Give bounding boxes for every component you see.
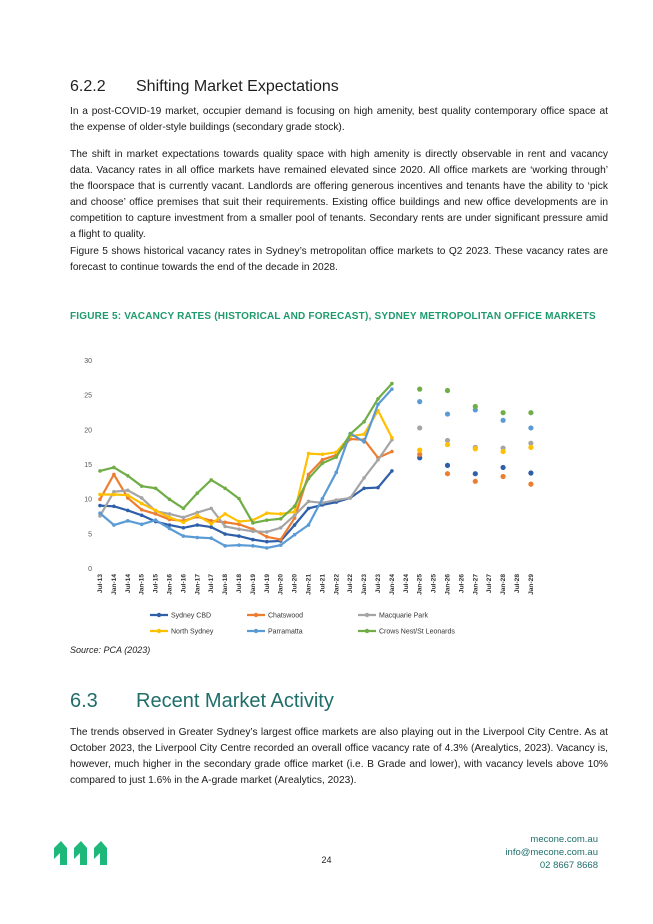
legend-marker [365, 613, 369, 617]
data-point [265, 511, 269, 515]
legend-marker [157, 629, 161, 633]
data-point [265, 518, 269, 522]
data-point [335, 455, 339, 459]
data-point [321, 458, 325, 462]
x-tick-label: Jul-17 [208, 574, 216, 594]
x-tick-label: Jan-19 [249, 574, 257, 595]
data-point [223, 486, 227, 490]
data-point [390, 436, 394, 440]
data-point [307, 500, 311, 504]
data-point [251, 521, 255, 525]
data-point [182, 526, 186, 530]
legend-label: Crows Nest/St Leonards [379, 628, 455, 636]
x-tick-label: Jan-23 [361, 574, 369, 595]
data-point [112, 466, 116, 470]
data-point [237, 543, 241, 547]
data-point [196, 536, 200, 540]
data-point [126, 493, 130, 497]
data-point [112, 523, 116, 527]
section-number: 6.2.2 [70, 78, 106, 95]
section-title: Shifting Market Expectations [136, 78, 339, 95]
section-number-2: 6.3 [70, 690, 98, 712]
x-tick-label: Jan-18 [222, 574, 230, 595]
data-point [376, 458, 380, 462]
series-line [100, 411, 392, 524]
legend-label: Parramatta [268, 628, 303, 636]
data-point [182, 516, 186, 520]
forecast-point [528, 470, 533, 475]
forecast-point [501, 449, 506, 454]
data-point [182, 507, 186, 511]
data-point [168, 527, 172, 531]
forecast-point [501, 418, 506, 423]
vacancy-chart [0, 340, 653, 645]
forecast-point [417, 448, 422, 453]
data-point [154, 518, 158, 522]
data-point [237, 520, 241, 524]
data-point [98, 498, 102, 502]
data-point [279, 517, 283, 521]
forecast-point [528, 445, 533, 450]
x-tick-label: Jul-19 [263, 574, 271, 594]
legend-label: Chatswood [268, 612, 304, 620]
data-point [237, 534, 241, 538]
x-tick-label: Jul-27 [486, 574, 494, 594]
data-point [140, 508, 144, 512]
forecast-point [445, 463, 450, 468]
data-point [362, 420, 366, 424]
data-point [348, 496, 352, 500]
data-point [265, 546, 269, 550]
forecast-point [473, 404, 478, 409]
data-point [362, 440, 366, 444]
data-point [376, 397, 380, 401]
x-tick-label: Jul-16 [180, 574, 188, 594]
data-point [321, 452, 325, 456]
forecast-point [528, 482, 533, 487]
data-point [223, 532, 227, 536]
data-point [223, 512, 227, 516]
data-point [209, 507, 213, 511]
x-tick-label: Jul-23 [375, 574, 382, 594]
legend-marker [254, 613, 258, 617]
forecast-point [528, 410, 533, 415]
data-point [307, 523, 311, 527]
x-tick-label: Jul-28 [514, 574, 521, 594]
data-point [376, 486, 380, 490]
data-point [293, 514, 297, 518]
data-point [196, 523, 200, 527]
data-point [154, 486, 158, 490]
data-point [348, 432, 352, 436]
y-tick-label: 15 [84, 462, 92, 469]
figure-source: Source: PCA (2023) [70, 645, 151, 655]
forecast-point [417, 399, 422, 404]
x-tick-label: Jan-16 [166, 574, 174, 595]
forecast-point [473, 471, 478, 476]
legend-label: Macquarie Park [379, 612, 429, 620]
chart-legend [150, 613, 455, 636]
paragraph-3: Figure 5 shows historical vacancy rates in Sydney’s metropolitan office markets to Q2 2023. These vacancy rates are forecast to continue towards the end of the decade in 2028. [70, 246, 608, 273]
data-point [321, 497, 325, 501]
paragraph-2: The shift in market expectations towards quality space with high amenity is directly observable in rent and vacancy data. Vacancy rates in all office markets have remained elevated since 2020. All office markets are ‘working through’ the floorspace that is currently vacant. Landlords are offering generous incentives and tenants have the ability to ‘pick and choose’ office premises that suit their requirements. Existing office buildings and new office developments are in competition to capture investment from a smaller pool of tenants. Secondary rents are under significant pressure amid a flight to quality. [70, 149, 608, 240]
data-point [237, 527, 241, 531]
forecast-point [445, 471, 450, 476]
x-tick-label: Jul-22 [347, 574, 355, 594]
x-tick-label: Jul-21 [319, 574, 327, 594]
series-line [100, 389, 392, 548]
data-point [390, 450, 394, 454]
y-tick-label: 30 [84, 358, 92, 365]
forecast-point [501, 465, 506, 470]
data-point [390, 382, 394, 386]
forecast-point [501, 474, 506, 479]
x-tick-label: Jan-27 [472, 574, 480, 595]
x-tick-label: Jan-26 [444, 574, 452, 595]
y-axis [84, 358, 92, 573]
data-point [279, 538, 283, 542]
data-point [265, 530, 269, 534]
data-point [98, 504, 102, 508]
x-tick-label: Jan-14 [110, 574, 118, 595]
data-point [279, 543, 283, 547]
data-point [140, 514, 144, 518]
series-line [100, 384, 392, 523]
x-tick-label: Jan-20 [277, 574, 285, 595]
data-point [321, 462, 325, 466]
y-tick-label: 5 [88, 531, 92, 539]
data-point [237, 497, 241, 501]
data-point [98, 511, 102, 515]
forecast-point [417, 387, 422, 392]
chart-series [98, 382, 533, 550]
data-point [279, 526, 283, 530]
data-point [154, 509, 158, 513]
data-point [265, 540, 269, 544]
data-point [362, 476, 366, 480]
legend-label: North Sydney [171, 628, 214, 636]
data-point [293, 533, 297, 537]
x-tick-label: Jul-13 [97, 574, 104, 594]
data-point [293, 504, 297, 508]
data-point [168, 498, 172, 502]
data-point [140, 496, 144, 500]
data-point [126, 509, 130, 513]
section-heading-2 [70, 690, 334, 713]
forecast-point [473, 479, 478, 484]
forecast-point [445, 411, 450, 416]
data-point [390, 469, 394, 473]
data-point [112, 493, 116, 497]
data-point [140, 502, 144, 506]
data-point [112, 504, 116, 508]
legend-marker [157, 613, 161, 617]
x-tick-label: Jan-25 [416, 574, 424, 595]
x-tick-label: Jan-17 [194, 574, 202, 595]
data-point [209, 525, 213, 529]
phone-number: 02 8667 8668 [539, 860, 598, 871]
data-point [251, 544, 255, 548]
data-point [335, 471, 339, 475]
data-point [196, 514, 200, 518]
data-point [140, 523, 144, 527]
data-point [168, 516, 172, 520]
x-tick-label: Jul-24 [402, 574, 410, 594]
data-point [335, 498, 339, 502]
forecast-point [445, 442, 450, 447]
x-tick-label: Jul-25 [430, 574, 438, 594]
legend-marker [254, 629, 258, 633]
contact-block [505, 833, 598, 872]
x-axis [97, 574, 535, 595]
data-point [390, 387, 394, 391]
x-tick-label: Jan-22 [333, 574, 341, 595]
data-point [265, 535, 269, 539]
data-point [362, 486, 366, 490]
data-point [209, 478, 213, 482]
data-point [293, 510, 297, 514]
data-point [112, 473, 116, 477]
data-point [126, 474, 130, 478]
legend-label: Sydney CBD [171, 612, 212, 620]
y-tick-label: 25 [84, 392, 92, 400]
page-number: 24 [321, 855, 332, 865]
data-point [307, 507, 311, 511]
data-point [168, 512, 172, 516]
y-tick-label: 10 [84, 496, 92, 504]
x-tick-label: Jan-28 [500, 574, 508, 595]
website-link[interactable]: mecone.com.au [530, 834, 598, 845]
data-point [98, 469, 102, 473]
data-point [223, 544, 227, 548]
data-point [307, 452, 311, 456]
section-title-2: Recent Market Activity [136, 690, 334, 712]
x-tick-label: Jan-15 [138, 574, 146, 595]
legend-marker [365, 629, 369, 633]
data-point [279, 512, 283, 516]
data-point [182, 520, 186, 524]
y-tick-label: 0 [88, 566, 92, 573]
data-point [223, 525, 227, 529]
email-link[interactable]: info@mecone.com.au [505, 847, 598, 858]
x-tick-label: Jul-14 [124, 574, 132, 594]
paragraph-1: In a post-COVID-19 market, occupier demand is focusing on high amenity, best quality contemporary office space at the expense of older-style buildings (secondary grade stock). [70, 106, 608, 133]
forecast-point [501, 410, 506, 415]
figure-title: FIGURE 5: VACANCY RATES (HISTORICAL AND FORECAST), SYDNEY METROPOLITAN OFFICE MARKETS [70, 311, 596, 322]
forecast-point [528, 425, 533, 430]
forecast-point [473, 446, 478, 451]
paragraph-4: The trends observed in Greater Sydney’s largest office markets are also playing out in the Liverpool City Centre. As at October 2023, the Liverpool City Centre recorded an overall office vacancy rate of 4.3% (Arealytics, 2023). Vacancy is, however, much higher in the secondary grade office market (i.e. B Grade and lower), with vacancy levels above 10% compared to just 1.6% in the A-grade market (Arealytics, 2023). [70, 727, 608, 786]
data-point [196, 491, 200, 495]
data-point [209, 536, 213, 540]
data-point [376, 403, 380, 407]
data-point [251, 538, 255, 542]
data-point [251, 529, 255, 533]
data-point [293, 523, 297, 527]
data-point [307, 477, 311, 481]
data-point [168, 523, 172, 527]
section-heading [70, 78, 339, 96]
data-point [126, 489, 130, 493]
x-tick-label: Jul-26 [458, 574, 466, 594]
data-point [126, 519, 130, 523]
forecast-point [417, 425, 422, 430]
x-tick-label: Jan-21 [305, 574, 313, 595]
data-point [140, 484, 144, 488]
data-point [209, 522, 213, 526]
data-point [182, 534, 186, 538]
y-tick-label: 20 [84, 427, 92, 435]
forecast-point [445, 388, 450, 393]
x-tick-label: Jul-18 [236, 574, 243, 594]
x-tick-label: Jan-29 [527, 574, 535, 595]
x-tick-label: Jul-20 [291, 574, 299, 594]
data-point [98, 493, 102, 497]
x-tick-label: Jul-15 [152, 574, 160, 594]
x-tick-label: Jan-24 [388, 574, 396, 595]
